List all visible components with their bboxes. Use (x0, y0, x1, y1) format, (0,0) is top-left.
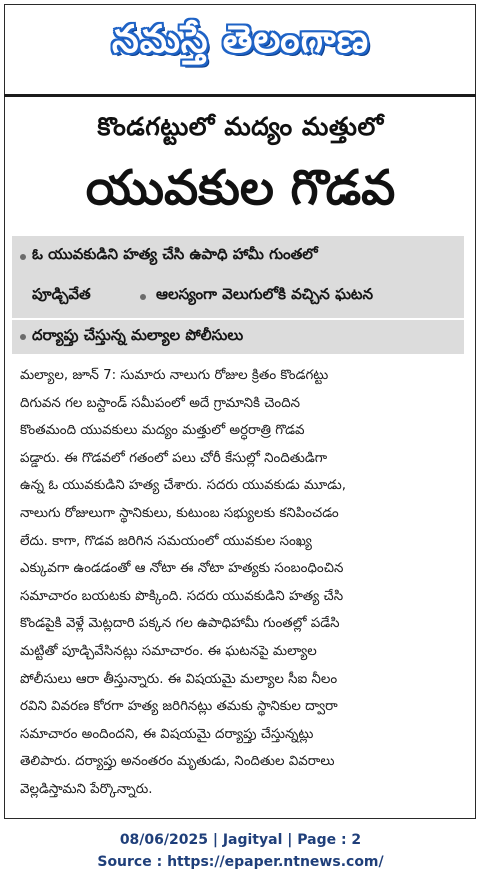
article-line: సమాచారం అందిందని, ఈ విషయమై దర్యాప్తు చేస్తున్నట్లు (20, 726, 314, 742)
article-line: కొండపైకి వెళ్లే మెట్లదారి పక్కన గల ఉపాధిహామీ గుంతల్లో పడేసి (20, 616, 340, 632)
article-line: లేదు. కాగా, గొడవ జరిగిన సమయంలో యువకుల సంఖ్య (20, 533, 312, 549)
bullet-line-3: దర్యాప్తు చేస్తున్న మల్యాల పోలీసులు (32, 326, 244, 344)
article-line: పడ్డారు. ఈ గొడవలో గతంలో పలు చోరీ కేసుల్లో నిందితుడిగా (20, 450, 328, 466)
article-line: వెల్లడిస్తామని పేర్కొన్నారు. (20, 781, 153, 797)
bullet-dot-icon (20, 334, 26, 340)
bullet-line-1: ఓ యువకుడిని హత్య చేసి ఉపాధి హామీ గుంతలో (32, 245, 318, 263)
article-body (20, 362, 461, 804)
highlight-box-1 (12, 236, 464, 318)
article-line: సమాచారం బయటకు పొక్కింది. సదరు యువకుడిని హత్య చేసి (20, 588, 344, 604)
article-line: తెలిపారు. దర్యాప్తు అనంతరం మృతుడు, నిందితుల వివరాలు (20, 754, 335, 770)
masthead-title: నమస్తే తెలంగాణ (112, 15, 369, 61)
article-line: దిగువన గల బస్టాండ్ సమీపంలో అదే గ్రామానికి చెందిన (20, 395, 301, 411)
bullet-dot-icon (20, 254, 26, 260)
bullet-line-2a: పూడ్చివేత (32, 285, 91, 303)
article-line: రవిని వివరణ కోరగా హత్య జరిగినట్లు తమకు స్థానికుల ద్వారా (20, 699, 338, 715)
article-line: నాలుగు రోజులుగా స్థానికులు, కుటుంబ సభ్యులకు కనిపించడం (20, 505, 339, 521)
footer-meta: 08/06/2025 | Jagityal | Page : 2 (119, 832, 362, 848)
headline-kicker: కొండగట్టులో మద్యం మత్తులో (97, 112, 384, 141)
bullet-line-2b: ఆలస్యంగా వెలుగులోకి వచ్చిన ఘటన (156, 285, 374, 303)
article-line: మల్యాల, జూన్ 7: సుమారు నాలుగు రోజుల క్రితం కొండగట్టు (20, 368, 329, 383)
masthead-logo (0, 8, 481, 78)
article-line: ఉన్న ఓ యువకుడిని హత్య చేశారు. సదరు యువకుడు మూడు, (20, 478, 346, 494)
article-line: ఎక్కువగా ఉండడంతో ఆ నోటా ఈ నోటా హత్యకు సంబంధించిన (20, 561, 344, 577)
article-line: కొంతమంది యువకులు మద్యం మత్తులో అర్ధరాత్రి గొడవ (20, 423, 305, 439)
highlight-box-2 (12, 320, 464, 354)
article-line: పోలీసులు ఆరా తీస్తున్నారు. ఈ విషయమై మల్యాల సీఐ నీలం (20, 671, 338, 687)
bullet-dot-icon (140, 294, 146, 300)
header-divider (4, 94, 476, 97)
headline-main: యువకుల గొడవ (85, 160, 396, 216)
footer-source: Source : https://epaper.ntnews.com/ (97, 854, 384, 870)
article-line: మట్టితో పూడ్చివేసినట్లు సమాచారం. ఈ ఘటనపై మల్యాల (20, 643, 317, 659)
